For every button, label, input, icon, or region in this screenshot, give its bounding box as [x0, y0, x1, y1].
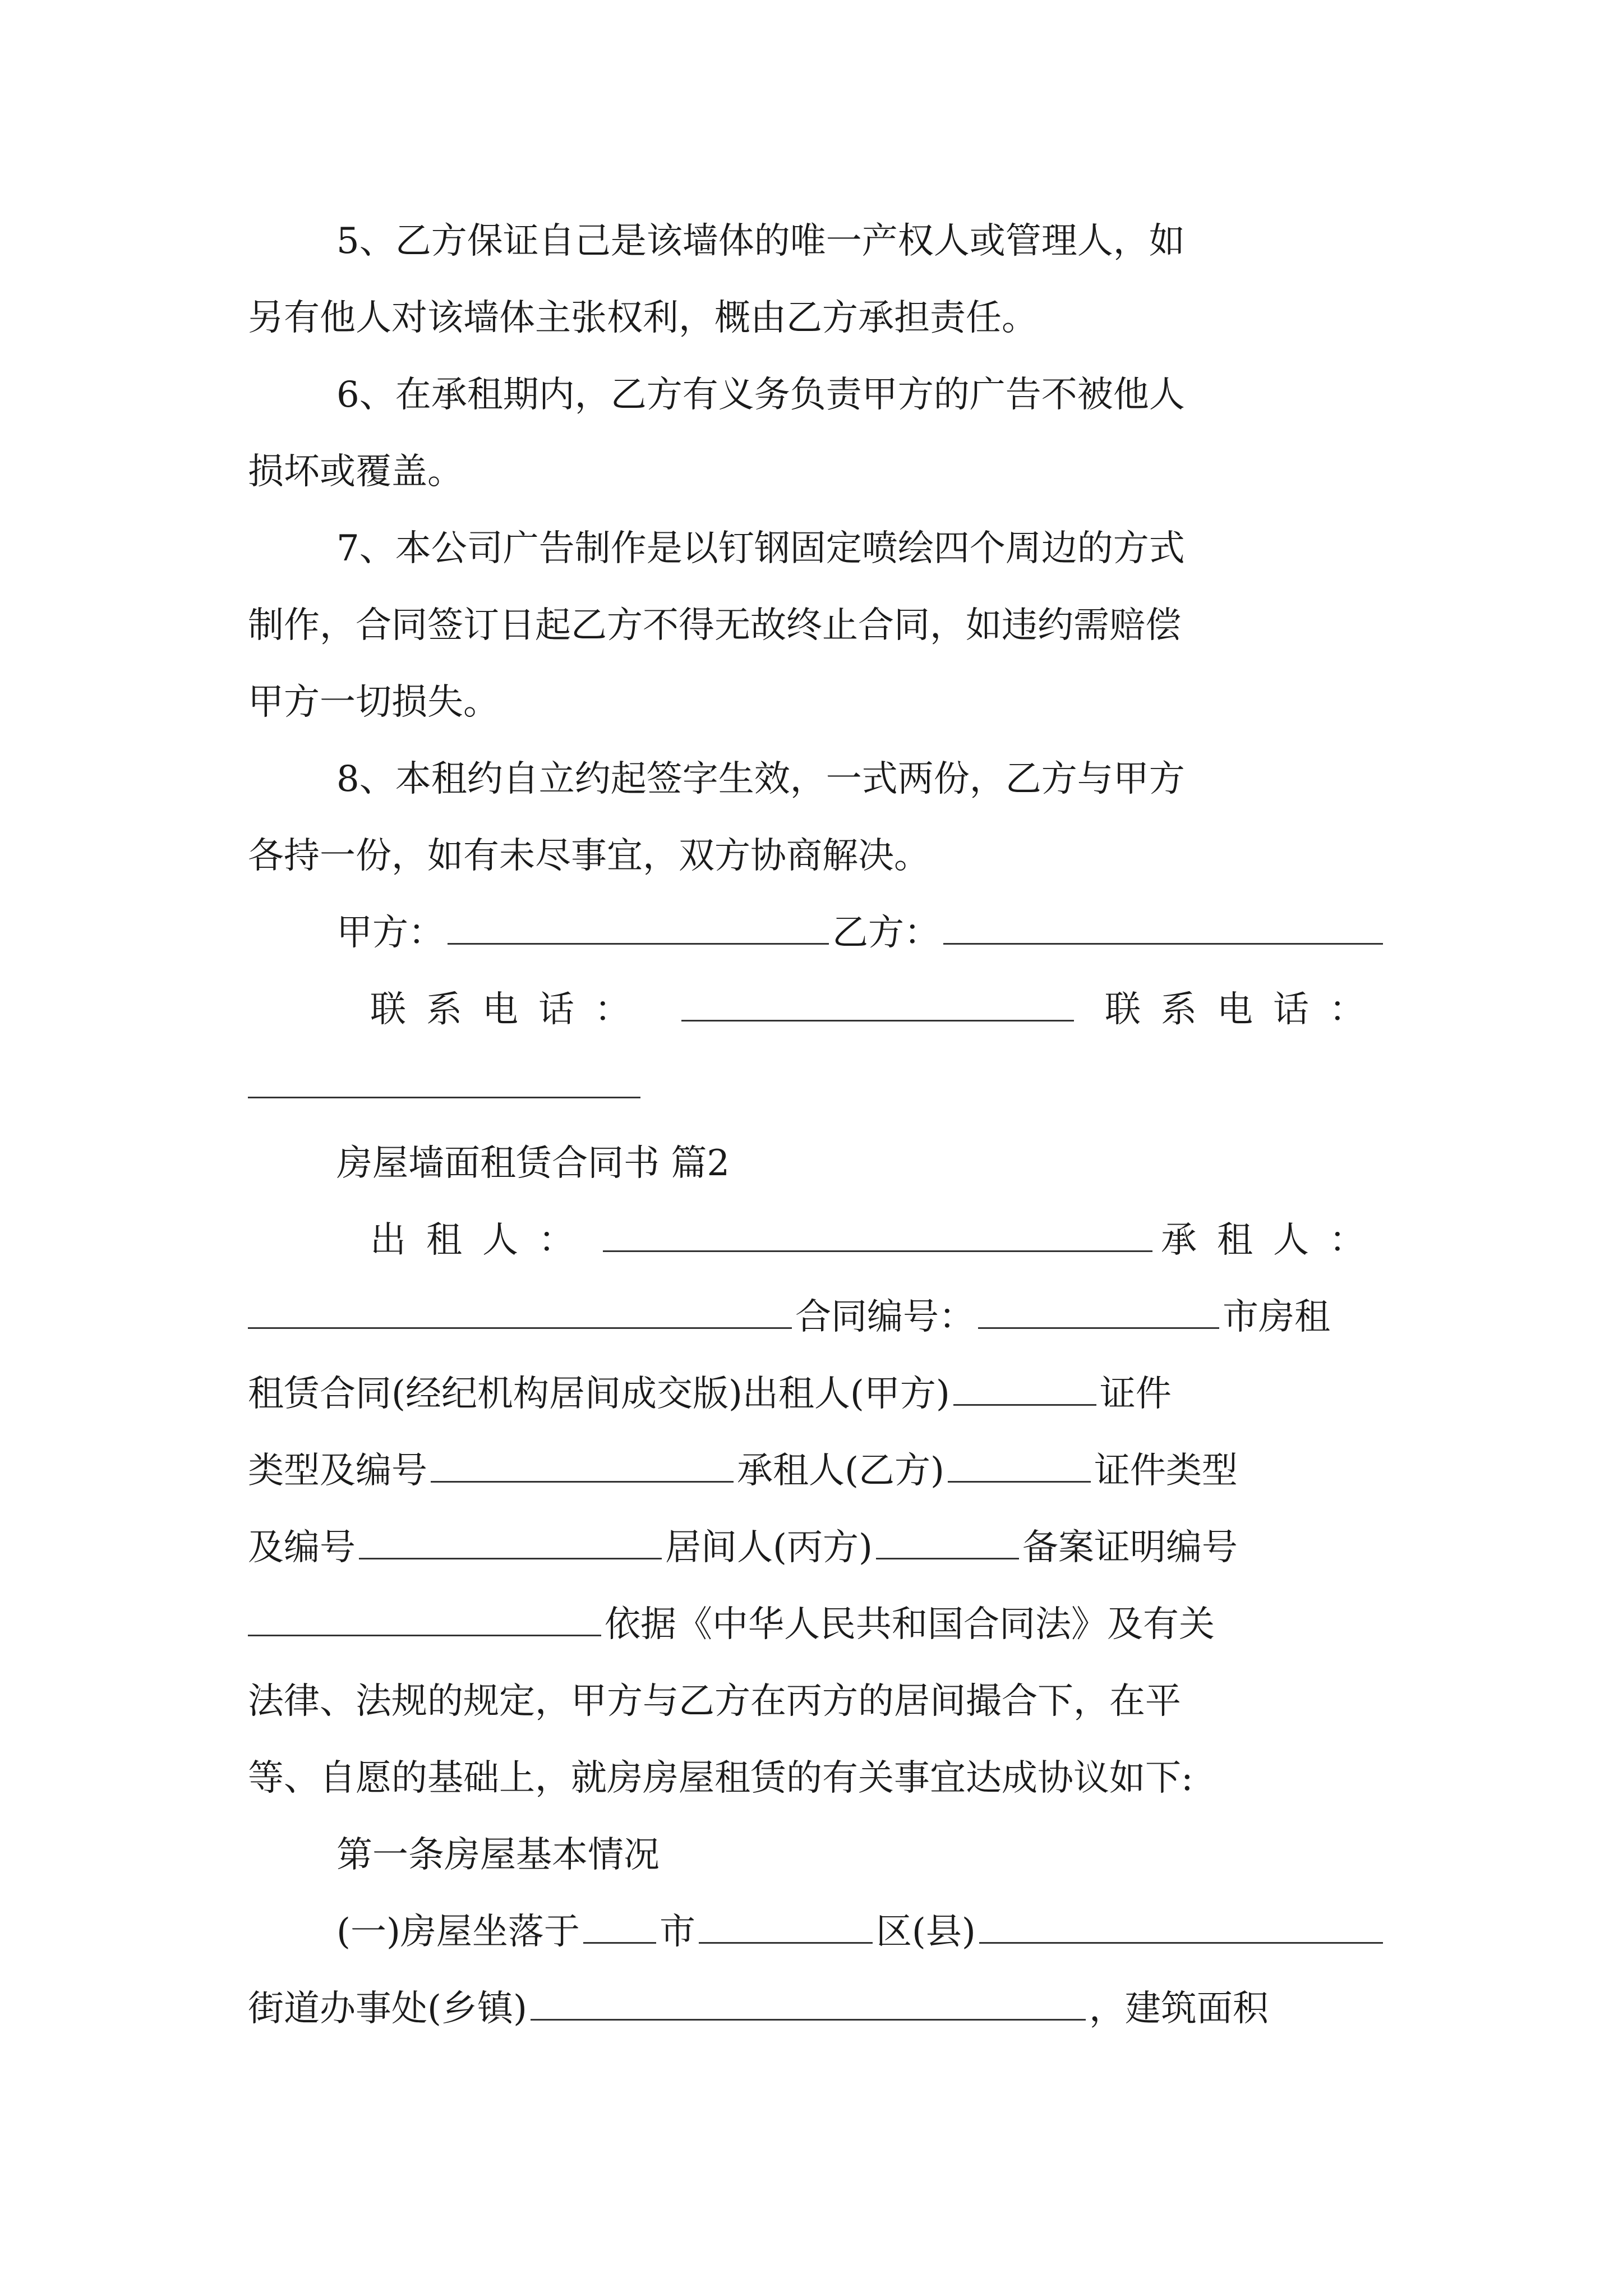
phone-b-blank-line: [248, 1047, 1386, 1126]
clause-5-line-2: 另有他人对该墙体主张权利，概由乙方承担责任。: [248, 297, 1038, 339]
basis-text: 依据《中华人民共和国合同法》及有关: [605, 1604, 1215, 1645]
area-label: ，建筑面积: [1089, 1988, 1269, 2030]
section-2-title: 房屋墙面租赁合同书 篇2: [336, 1143, 730, 1184]
clause-8-line-1: 8、本租约自立约起签字生效，一式两份，乙方与甲方: [336, 758, 1185, 800]
clause-6-line-1: 6、在承租期内，乙方有义务负责甲方的广告不被他人: [336, 374, 1185, 416]
location-line: [336, 1893, 1386, 1971]
party-a-name-blank[interactable]: [953, 1365, 1096, 1406]
contract-no-blank[interactable]: [978, 1288, 1219, 1329]
record-no-blank[interactable]: [248, 1595, 601, 1636]
district-blank[interactable]: [699, 1903, 873, 1944]
city-lease-label: 市房租: [1223, 1296, 1330, 1338]
lessee-blank[interactable]: [248, 1288, 792, 1329]
broker-line: [248, 1508, 1386, 1587]
street-line: [248, 1970, 1386, 2048]
phone-a-label: 联系电话：: [370, 989, 651, 1030]
signature-phone-line: [370, 970, 1385, 1049]
clause-7-line-1: 7、本公司广告制作是以钉钢固定喷绘四个周边的方式: [336, 528, 1185, 569]
contract-no-line: [248, 1278, 1386, 1356]
lessee-b-label: 承租人(乙方): [737, 1450, 944, 1492]
lessee-label: 承租人：: [1161, 1220, 1385, 1261]
district-label: 区(县): [875, 1911, 976, 1953]
broker-label: 居间人(丙方): [665, 1527, 873, 1568]
cert-type-line: [248, 1432, 1386, 1510]
lessor-blank[interactable]: [603, 1211, 1152, 1252]
contract-type-line: [248, 1355, 1386, 1433]
street-blank[interactable]: [531, 1980, 1086, 2021]
phone-a-blank[interactable]: [681, 981, 1074, 1022]
contract-no-label: 合同编号：: [795, 1296, 975, 1338]
contract-type-label: 租赁合同(经纪机构居间成交版)出租人(甲方): [248, 1373, 950, 1415]
cert-type2-label: 类型及编号: [248, 1450, 427, 1492]
lessor-label: 出租人：: [370, 1220, 594, 1261]
street-label: 街道办事处(乡镇): [248, 1988, 527, 2030]
party-b-blank[interactable]: [943, 904, 1383, 945]
record-no-label: 备案证明编号: [1022, 1527, 1238, 1568]
broker-name-blank[interactable]: [876, 1519, 1019, 1559]
city-blank[interactable]: [583, 1903, 656, 1944]
cert-no-label: 及编号: [248, 1527, 356, 1568]
phone-b-blank[interactable]: [248, 1057, 640, 1098]
party-b-name-blank[interactable]: [948, 1442, 1091, 1483]
city-label: 市: [659, 1911, 695, 1953]
party-a-label: 甲方：: [336, 912, 444, 954]
clause-8-line-2: 各持一份，如有未尽事宜，双方协商解决。: [248, 835, 930, 877]
clause-7-line-3: 甲方一切损失。: [248, 682, 499, 723]
party-a-cert-blank[interactable]: [431, 1442, 734, 1483]
location-prefix: (一)房屋坐落于: [336, 1911, 580, 1953]
party-b-label: 乙方：: [832, 912, 940, 954]
clause-5-line-1: 5、乙方保证自己是该墙体的唯一产权人或管理人，如: [336, 220, 1185, 262]
signature-parties-line: [336, 894, 1386, 972]
basis-line: [248, 1585, 1386, 1664]
basis-line-3: 等、自愿的基础上，就房房屋租赁的有关事宜达成协议如下:: [248, 1757, 1193, 1799]
clause-6-line-2: 损坏或覆盖。: [248, 451, 463, 493]
lessor-lessee-line: [370, 1201, 1385, 1280]
basis-line-2: 法律、法规的规定，甲方与乙方在丙方的居间撮合下，在平: [248, 1681, 1181, 1722]
phone-b-label: 联系电话：: [1105, 989, 1385, 1030]
cert-type3-label: 证件类型: [1094, 1450, 1238, 1492]
cert-type-label: 证件: [1099, 1373, 1172, 1415]
street-prefix-blank[interactable]: [979, 1903, 1383, 1944]
party-b-cert-blank[interactable]: [359, 1519, 662, 1559]
party-a-blank[interactable]: [448, 904, 829, 945]
article-1-title: 第一条房屋基本情况: [336, 1834, 660, 1876]
clause-7-line-2: 制作，合同签订日起乙方不得无故终止合同，如违约需赔偿: [248, 605, 1181, 646]
